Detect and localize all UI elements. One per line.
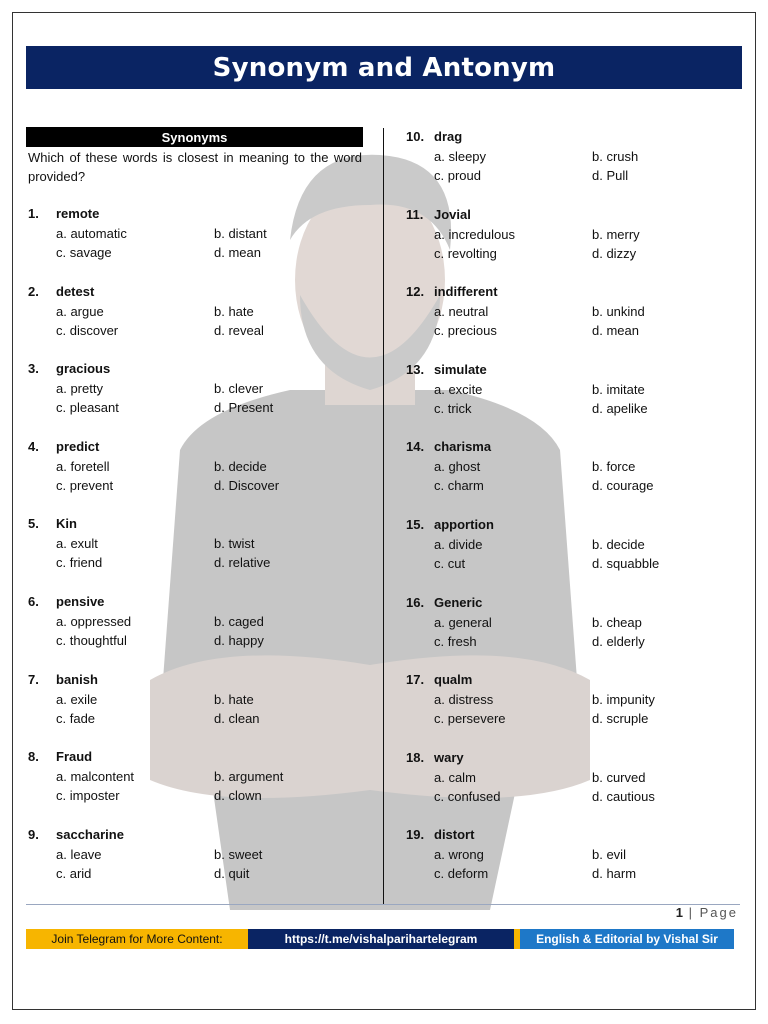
- option-a: a. neutral: [434, 304, 489, 320]
- question-word: detest: [56, 283, 95, 299]
- question-number: 10.: [406, 129, 425, 144]
- question-word: Generic: [434, 594, 483, 610]
- question-number: 4.: [28, 438, 39, 454]
- question-word: simulate: [434, 361, 487, 377]
- option-a: a. calm: [434, 769, 476, 785]
- option-c: c. fresh: [434, 633, 477, 649]
- question-item: [406, 129, 746, 207]
- question-word: charisma: [434, 439, 492, 455]
- question-word: banish: [56, 671, 98, 687]
- option-c: c. precious: [434, 323, 497, 339]
- option-b: b. impunity: [592, 692, 655, 708]
- option-d: d. clown: [214, 788, 262, 804]
- option-c: c. confused: [434, 788, 501, 804]
- question-number: 7.: [28, 671, 39, 687]
- option-a: a. leave: [56, 846, 102, 862]
- option-c: c. fade: [56, 710, 96, 726]
- option-a: a. automatic: [56, 226, 127, 241]
- option-a: a. sleepy: [434, 149, 487, 164]
- page-word: Page: [699, 905, 738, 920]
- option-a: a. wrong: [434, 847, 484, 863]
- option-c: c. deform: [434, 866, 489, 882]
- option-d: d. reveal: [214, 322, 264, 338]
- question-number: 13.: [406, 361, 425, 377]
- question-number: 8.: [28, 749, 39, 765]
- option-b: b. twist: [214, 536, 255, 552]
- question-number: 16.: [406, 594, 425, 610]
- option-a: a. foretell: [56, 458, 110, 474]
- question-word: wary: [434, 749, 464, 765]
- option-b: b. cheap: [592, 614, 642, 630]
- question-item: [406, 284, 746, 362]
- option-c: c. prevent: [56, 477, 114, 493]
- question-word: qualm: [434, 672, 473, 688]
- brand-label: English & Editorial by Vishal Sir: [520, 929, 734, 949]
- question-word: drag: [434, 129, 463, 144]
- question-number: 9.: [28, 826, 39, 842]
- option-b: b. evil: [592, 847, 626, 863]
- question-word: remote: [56, 206, 100, 221]
- questions-right-column: [406, 129, 746, 905]
- option-d: d. Discover: [214, 477, 280, 493]
- column-divider: [383, 128, 384, 904]
- option-b: b. force: [592, 459, 636, 475]
- question-item: [28, 361, 368, 439]
- option-b: b. decide: [592, 536, 645, 552]
- question-word: apportion: [434, 516, 494, 532]
- option-d: d. scruple: [592, 711, 649, 727]
- option-c: c. persevere: [434, 711, 506, 727]
- option-d: d. elderly: [592, 633, 645, 649]
- option-d: d. courage: [592, 478, 654, 494]
- question-item: [28, 284, 368, 362]
- question-word: gracious: [56, 361, 111, 377]
- question-item: [28, 827, 368, 905]
- question-number: 5.: [28, 516, 39, 532]
- option-b: b. hate: [214, 303, 254, 319]
- question-item: [406, 362, 746, 440]
- question-word: Kin: [56, 516, 77, 532]
- question-word: predict: [56, 438, 100, 454]
- option-d: d. mean: [592, 323, 639, 339]
- option-a: a. argue: [56, 303, 104, 319]
- option-a: a. divide: [434, 536, 483, 552]
- option-d: d. clean: [214, 710, 260, 726]
- option-b: b. crush: [592, 149, 639, 164]
- option-b: b. decide: [214, 458, 267, 474]
- question-number: 18.: [406, 749, 425, 765]
- question-number: 3.: [28, 361, 39, 377]
- option-c: c. savage: [56, 245, 112, 260]
- option-c: c. revolting: [434, 245, 497, 261]
- option-a: a. pretty: [56, 381, 103, 397]
- option-c: c. arid: [56, 865, 92, 881]
- question-item: [28, 749, 368, 827]
- option-d: d. Pull: [592, 168, 629, 183]
- question-word: pensive: [56, 593, 105, 609]
- option-c: c. pleasant: [56, 400, 119, 416]
- option-b: b. unkind: [592, 304, 645, 320]
- option-b: b. argument: [214, 769, 284, 785]
- option-b: b. hate: [214, 691, 254, 707]
- questions-left-column: [28, 206, 368, 904]
- option-b: b. clever: [214, 381, 264, 397]
- instructions-text: Which of these words is closest in meaning to the word provided?: [28, 150, 362, 184]
- question-item: [406, 750, 746, 828]
- question-item: [406, 517, 746, 595]
- option-d: d. Present: [214, 400, 274, 416]
- option-b: b. caged: [214, 613, 264, 629]
- question-number: 11.: [406, 206, 424, 222]
- option-a: a. general: [434, 614, 492, 630]
- option-c: c. charm: [434, 478, 484, 494]
- option-d: d. squabble: [592, 555, 660, 571]
- question-word: saccharine: [56, 826, 124, 842]
- option-d: d. happy: [214, 632, 264, 648]
- question-item: [406, 827, 746, 905]
- option-b: b. imitate: [592, 381, 645, 397]
- option-a: a. oppressed: [56, 613, 132, 629]
- option-a: a. ghost: [434, 459, 481, 475]
- option-c: c. friend: [56, 555, 103, 571]
- option-d: d. harm: [592, 866, 637, 882]
- option-d: d. apelike: [592, 400, 648, 416]
- question-item: [406, 207, 746, 285]
- question-item: [28, 672, 368, 750]
- question-number: 15.: [406, 516, 425, 532]
- question-word: Fraud: [56, 749, 93, 765]
- option-b: b. curved: [592, 769, 646, 785]
- page-number: 1: [675, 905, 684, 920]
- option-d: d. quit: [214, 865, 250, 881]
- question-word: Jovial: [434, 206, 471, 222]
- option-c: c. trick: [434, 400, 472, 416]
- question-number: 12.: [406, 284, 425, 300]
- option-d: d. dizzy: [592, 245, 637, 261]
- question-number: 1.: [28, 206, 39, 221]
- option-b: b. distant: [214, 226, 267, 241]
- telegram-link[interactable]: https://t.me/vishalparihartelegram: [248, 929, 514, 949]
- option-a: a. exult: [56, 536, 98, 552]
- option-d: d. cautious: [592, 788, 655, 804]
- option-a: a. incredulous: [434, 226, 515, 242]
- telegram-prompt: Join Telegram for More Content:: [26, 929, 248, 949]
- option-d: d. relative: [214, 555, 271, 571]
- question-item: [28, 594, 368, 672]
- question-number: 2.: [28, 283, 39, 299]
- question-item: [406, 439, 746, 517]
- option-a: a. excite: [434, 381, 483, 397]
- question-number: 19.: [406, 827, 425, 843]
- page-separator: |: [683, 905, 700, 920]
- option-b: b. merry: [592, 226, 640, 242]
- option-a: a. malcontent: [56, 769, 135, 785]
- question-number: 14.: [406, 439, 425, 455]
- question-number: 17.: [406, 672, 425, 688]
- question-item: [28, 206, 368, 284]
- question-number: 6.: [28, 593, 39, 609]
- section-header: Synonyms: [26, 127, 363, 147]
- page-number-label: [676, 905, 738, 920]
- option-a: a. distress: [434, 692, 494, 708]
- option-a: a. exile: [56, 691, 98, 707]
- option-c: c. imposter: [56, 788, 120, 804]
- option-c: c. discover: [56, 322, 119, 338]
- option-b: b. sweet: [214, 846, 263, 862]
- question-item: [28, 516, 368, 594]
- question-item: [406, 672, 746, 750]
- question-word: indifferent: [434, 284, 498, 300]
- question-item: [406, 595, 746, 673]
- footer-bar: [26, 929, 734, 949]
- option-d: d. mean: [214, 245, 261, 260]
- question-word: distort: [434, 827, 475, 843]
- option-c: c. proud: [434, 168, 481, 183]
- page-title: Synonym and Antonym: [26, 46, 742, 89]
- option-c: c. thoughtful: [56, 632, 127, 648]
- question-item: [28, 439, 368, 517]
- option-c: c. cut: [434, 555, 466, 571]
